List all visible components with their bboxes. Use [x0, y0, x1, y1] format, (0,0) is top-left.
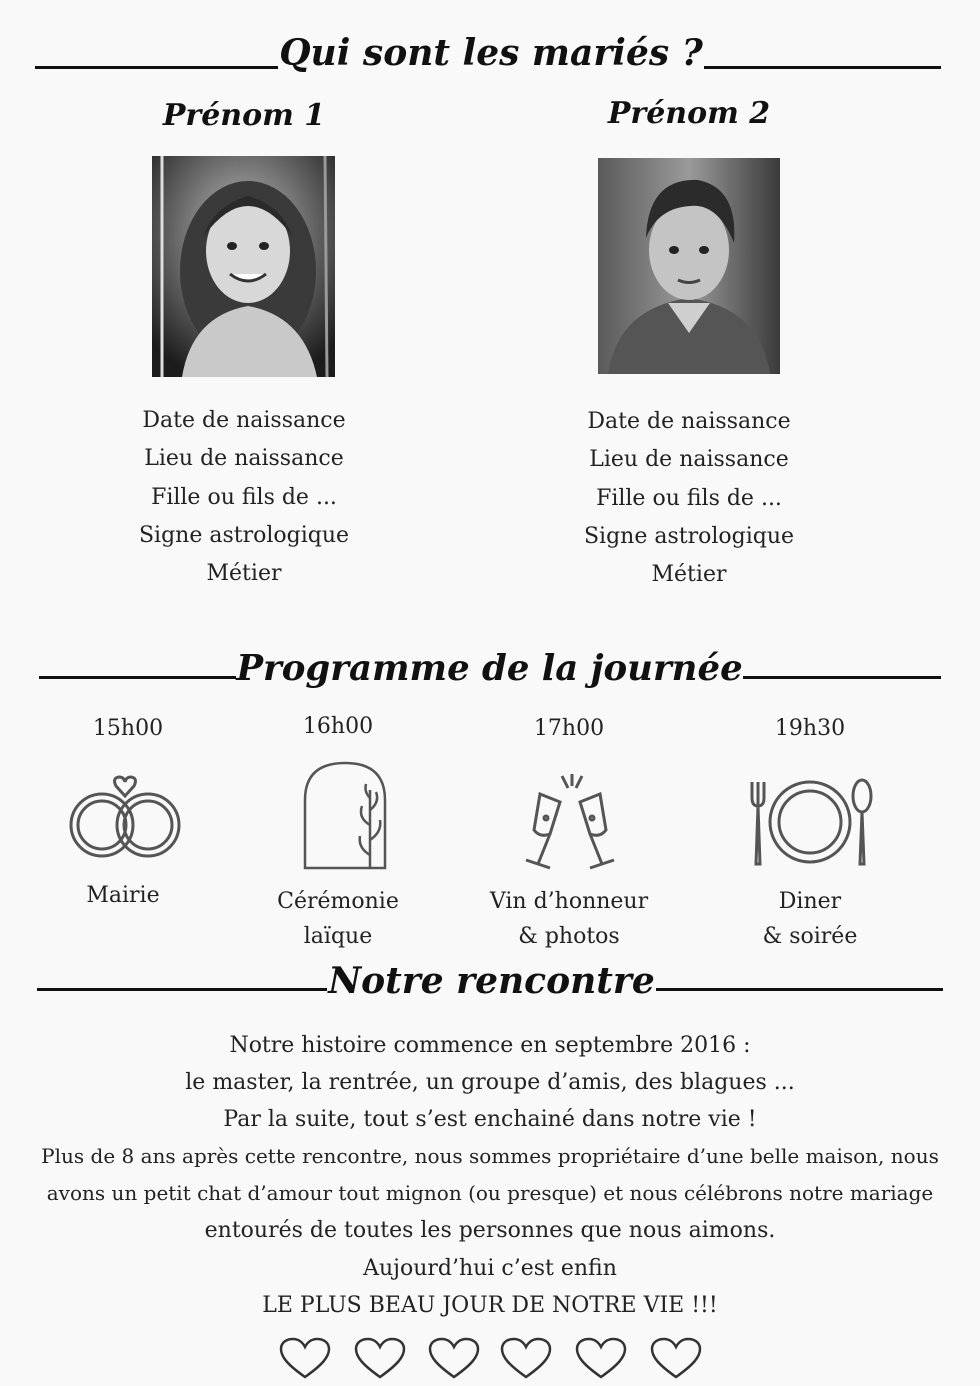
heading-rule-right: [656, 988, 943, 991]
person-1-details: [84, 402, 404, 593]
story-line: Aujourd’hui c’est enfin: [363, 1255, 617, 1281]
person-2-zodiac: Signe astrologique: [583, 523, 795, 549]
event-3-label-line-2: & photos: [518, 924, 620, 949]
heading-rule-left: [35, 66, 278, 69]
heart-outline-icon: [427, 1337, 481, 1385]
story-text: [40, 1027, 940, 1324]
person-2-job: Métier: [651, 562, 727, 588]
program-section-title: Programme de la journée: [236, 648, 743, 689]
arch-icon: [300, 760, 394, 874]
event-3-time: 17h00: [533, 716, 605, 741]
person-1-job: Métier: [206, 561, 282, 587]
couple-section-title: Qui sont les mariés ?: [279, 32, 703, 74]
event-1-label: [23, 878, 223, 913]
person-2-parents: Fille ou fils de ...: [596, 485, 782, 511]
story-line: avons un petit chat d’amour tout mignon (ou presque) et nous célébrons notre mariage: [46, 1181, 934, 1206]
person-2-name: Prénom 2: [607, 96, 771, 131]
story-line: Notre histoire commence en septembre 2016 :: [229, 1033, 751, 1058]
person-1-birthdate: Date de naissance: [142, 408, 346, 433]
person-1-parents: Fille ou fils de ...: [151, 484, 337, 510]
person-2-photo: [598, 158, 780, 374]
event-2-time: 16h00: [302, 714, 374, 739]
person-2-birthplace: Lieu de naissance: [589, 447, 789, 473]
story-line: Plus de 8 ans après cette rencontre, nous sommes propriétaire d’une belle maison, nous: [41, 1144, 939, 1169]
story-line: Par la suite, tout s’est enchainé dans notre vie !: [223, 1107, 757, 1133]
heart-outline-icon: [278, 1337, 332, 1385]
event-4-label: [710, 884, 910, 954]
heading-rule-left: [37, 988, 327, 991]
event-1-time: 15h00: [92, 716, 164, 741]
person-1-name: Prénom 1: [162, 98, 326, 133]
heart-outline-icon: [499, 1337, 553, 1385]
event-2-label: [238, 884, 438, 954]
person-1-birthplace: Lieu de naissance: [144, 446, 344, 472]
event-3-label: [469, 884, 669, 954]
person-1-zodiac: Signe astrologique: [138, 522, 350, 548]
heading-rule-left: [39, 676, 236, 679]
event-2-label-line-2: laïque: [303, 924, 373, 949]
heart-outline-icon: [574, 1337, 628, 1385]
event-4-label-line-2: & soirée: [762, 924, 858, 949]
heart-outline-icon: [353, 1337, 407, 1385]
wedding-rings-icon: [66, 774, 184, 866]
person-2-birthdate: Date de naissance: [587, 409, 791, 434]
heading-rule-right: [743, 676, 941, 679]
heading-rule-right: [704, 66, 941, 69]
heart-outline-icon: [649, 1337, 703, 1385]
story-line: le master, la rentrée, un groupe d’amis, des blagues ...: [185, 1070, 795, 1096]
plate-cutlery-icon: [746, 778, 874, 872]
event-4-time: 19h30: [774, 716, 846, 741]
story-line: entourés de toutes les personnes que nous aimons.: [204, 1218, 776, 1244]
champagne-glasses-icon: [512, 772, 628, 876]
story-section-title: Notre rencontre: [328, 960, 655, 1002]
story-line: LE PLUS BEAU JOUR DE NOTRE VIE !!!: [262, 1292, 718, 1318]
event-3-label-line-1: Vin d’honneur: [489, 889, 649, 914]
event-2-label-line-1: Cérémonie: [277, 889, 399, 914]
person-2-details: [529, 403, 849, 594]
person-1-photo: [152, 156, 335, 377]
event-1-label-line: Mairie: [86, 883, 160, 908]
event-4-label-line-1: Diner: [778, 889, 842, 914]
